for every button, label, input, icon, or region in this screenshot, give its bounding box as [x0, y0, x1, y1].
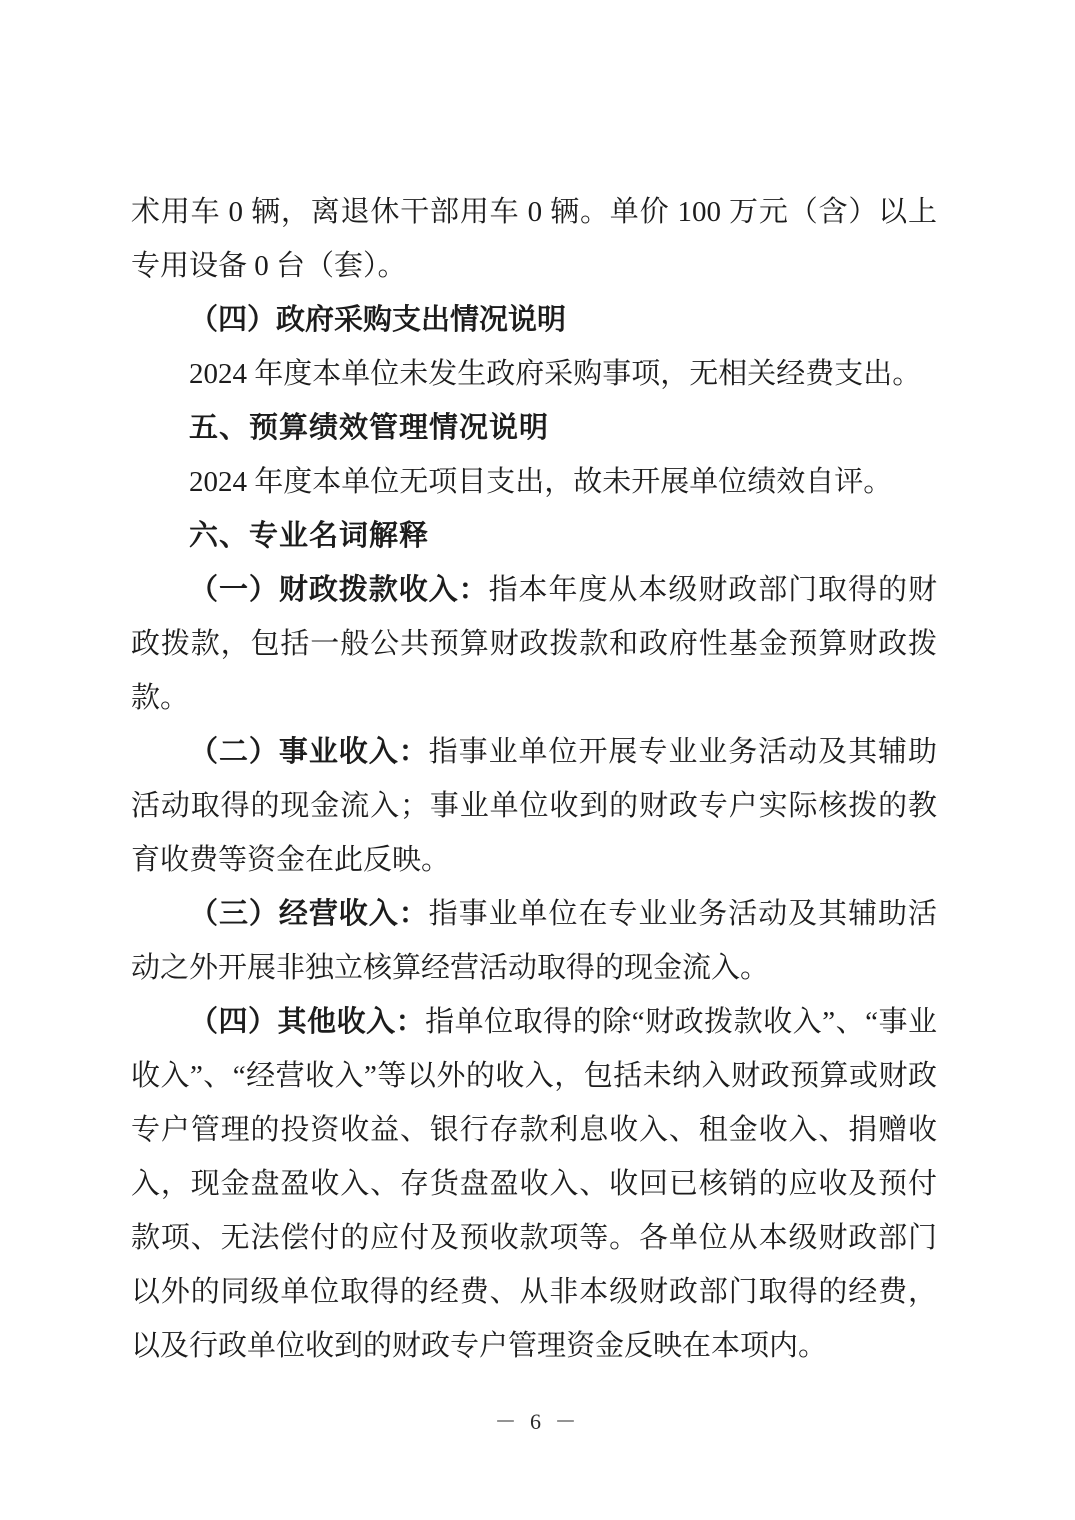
definition-term-label: （二）事业收入：	[189, 736, 429, 768]
definition-operating-income-public	[131, 725, 937, 887]
definition-term-label: （一）财政拨款收入：	[189, 574, 489, 606]
document-body	[131, 185, 937, 1373]
paragraph-procurement-statement: 2024 年度本单位未发生政府采购事项，无相关经费支出。	[189, 358, 922, 390]
section-heading-terminology: 六、专业名词解释	[189, 520, 430, 552]
definition-term-text: 指事业单位在专业业务活动及其辅助活动之外开展非独立核算经营活动取得的现金流入。	[131, 898, 937, 984]
definition-fiscal-appropriation-income	[131, 563, 937, 725]
definition-other-income	[131, 995, 937, 1373]
subheading-government-procurement: （四）政府采购支出情况说明	[189, 304, 567, 336]
definition-term-label: （四）其他收入：	[189, 1006, 426, 1038]
paragraph-vehicle-equipment: 术用车 0 辆，离退休干部用车 0 辆。单价 100 万元（含）以上专用设备 0 台（套）。	[131, 196, 937, 282]
definition-term-text: 指本年度从本级财政部门取得的财政拨款，包括一般公共预算财政拨款和政府性基金预算财政拨款。	[131, 574, 937, 714]
paragraph-performance-statement: 2024 年度本单位无项目支出，故未开展单位绩效自评。	[189, 466, 893, 498]
definition-term-label: （三）经营收入：	[189, 898, 429, 930]
section-heading-performance-management: 五、预算绩效管理情况说明	[189, 412, 550, 444]
definition-business-income	[131, 887, 937, 995]
page-number: － 6 －	[494, 1409, 581, 1434]
definition-term-text: 指单位取得的除“财政拨款收入”、“事业收入”、“经营收入”等以外的收入，包括未纳入财政预算或财政专户管理的投资收益、银行存款利息收入、租金收入、捐赠收入，现金盘盈收入、存货盘盈收入、收回已核销的应收及预付款项、无法偿付的应付及预收款项等。各单位从本级财政部门以外的同级单位取得的经费、从非本级财政部门取得的经费，以及行政单位收到的财政专户管理资金反映在本项内。	[131, 1006, 937, 1362]
definition-term-text: 指事业单位开展专业业务活动及其辅助活动取得的现金流入；事业单位收到的财政专户实际核拨的教育收费等资金在此反映。	[131, 736, 937, 876]
